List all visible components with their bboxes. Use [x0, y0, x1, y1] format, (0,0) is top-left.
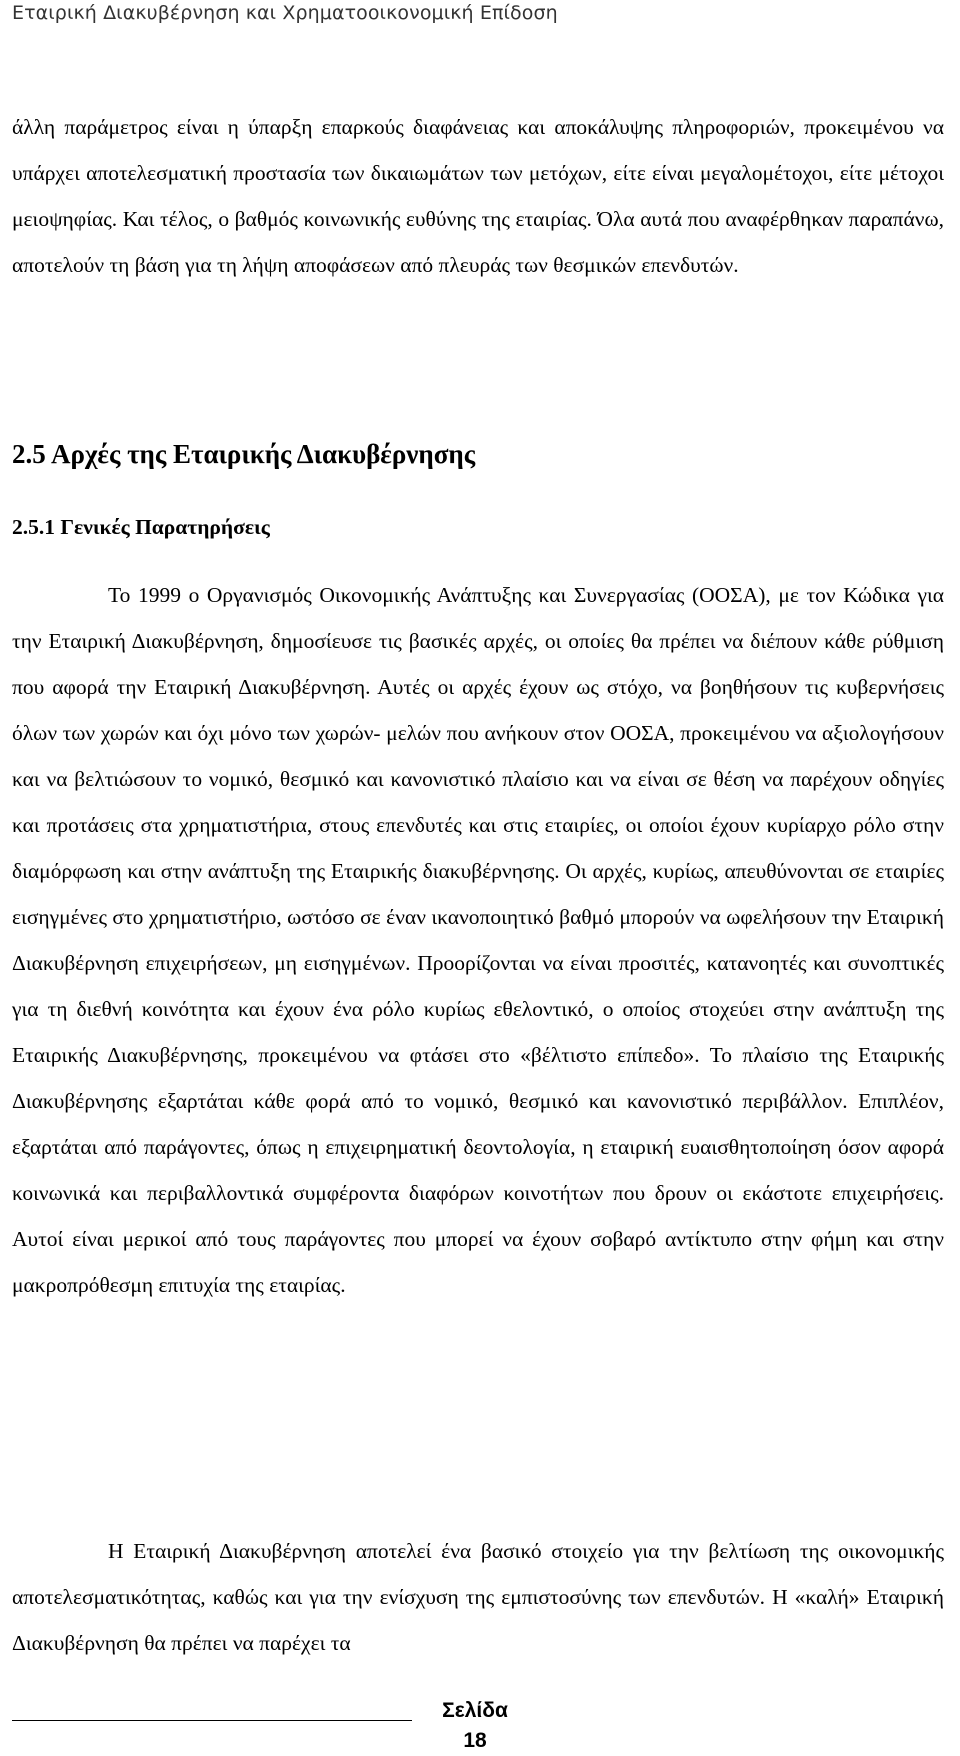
paragraph: Το 1999 ο Οργανισμός Οικονομικής Ανάπτυξης και Συνεργασίας (ΟΟΣΑ), με τον Κώδικα για την Εταιρική Διακυβέρνηση, δημοσίευσε τις βασικές αρχές, οι οποίες θα πρέπει να διέπουν κάθε ρύθμιση που αφορά την Εταιρική Διακυβέρνηση. Αυτές οι αρχές έχουν ως στόχο, να βοηθήσουν τις κυβερνήσεις όλων των χωρών και όχι μόνο των χωρών- μελών που ανήκουν στον ΟΟΣΑ, προκειμένου να αξιολογήσουν και να βελτιώσουν το νομικό, θεσμικό και κανονιστικό πλαίσιο και να είναι σε θέση να παρέχουν οδηγίες και προτάσεις στα χρηματιστήρια, στους επενδυτές και στις εταιρίες, οι οποίοι έχουν κυρίαρχο ρόλο στην διαμόρφωση και στην ανάπτυξη της Εταιρικής διακυβέρνησης. Οι αρχές, κυρίως, απευθύνονται σε εταιρίες εισηγμένες στο χρηματιστήριο, ωστόσο σε έναν ικανοποιητικό βαθμό μπορούν να ωφελήσουν την Εταιρική Διακυβέρνηση επιχειρήσεων, μη εισηγμένων. Προορίζονται να είναι προσιτές, κατανοητές και συνοπτικές για τη διεθνή κοινότητα και έχουν ένα ρόλο κυρίως εθελοντικό, ο οποίος στοχεύει στην ανάπτυξη της Εταιρικής Διακυβέρνησης, προκειμένου να φτάσει στο «βέλτιστο επίπεδο». Το πλαίσιο της Εταιρικής Διακυβέρνησης εξαρτάται κάθε φορά από το νομικό, θεσμικό και κανονιστικό περιβάλλον. Επιπλέον, εξαρτάται από παράγοντες, όπως η επιχειρηματική δεοντολογία, η εταιρική ευαισθητοποίηση όσον αφορά κοινωνικά και περιβαλλοντικά συμφέροντα διαφόρων κοινοτήτων που δρουν οι εκάστοτε επιχειρήσεις. Αυτοί είναι μερικοί από τους παράγοντες που μπορεί να έχουν σοβαρό αντίκτυπο στην φήμη και στην μακροπρόθεσμη επιτυχία της εταιρίας. — [12, 583, 944, 1297]
page-number: 18 — [463, 1729, 487, 1752]
paragraph-block-1 — [12, 104, 944, 288]
footer-rule — [12, 1720, 412, 1721]
running-header: Εταιρική Διακυβέρνηση και Χρηματοοικονομική Επίδοση — [12, 2, 558, 24]
section-heading: 2.5 Αρχές της Εταιρικής Διακυβέρνησης — [12, 439, 476, 469]
page-number-label — [430, 1696, 520, 1756]
paragraph: άλλη παράμετρος είναι η ύπαρξη επαρκούς διαφάνειας και αποκάλυψης πληροφοριών, προκειμένου να υπάρχει αποτελεσματική προστασία των δικαιωμάτων των μετόχων, είτε είναι μεγαλομέτοχοι, είτε μέτοχοι μειοψηφίας. Και τέλος, ο βαθμός κοινωνικής ευθύνης της εταιρίας. Όλα αυτά που αναφέρθηκαν παραπάνω, αποτελούν τη βάση για τη λήψη αποφάσεων από πλευράς των θεσμικών επενδυτών. — [12, 115, 944, 277]
subsection-heading: 2.5.1 Γενικές Παρατηρήσεις — [12, 515, 270, 539]
paragraph-block-3 — [12, 1528, 944, 1666]
paragraph-block-2 — [12, 572, 944, 1308]
paragraph: Η Εταιρική Διακυβέρνηση αποτελεί ένα βασικό στοιχείο για την βελτίωση της οικονομικής αποτελεσματικότητας, καθώς και για την ενίσχυση της εμπιστοσύνης των επενδυτών. Η «καλή» Εταιρική Διακυβέρνηση θα πρέπει να παρέχει τα — [12, 1539, 944, 1655]
page-word: Σελίδα — [442, 1699, 508, 1722]
